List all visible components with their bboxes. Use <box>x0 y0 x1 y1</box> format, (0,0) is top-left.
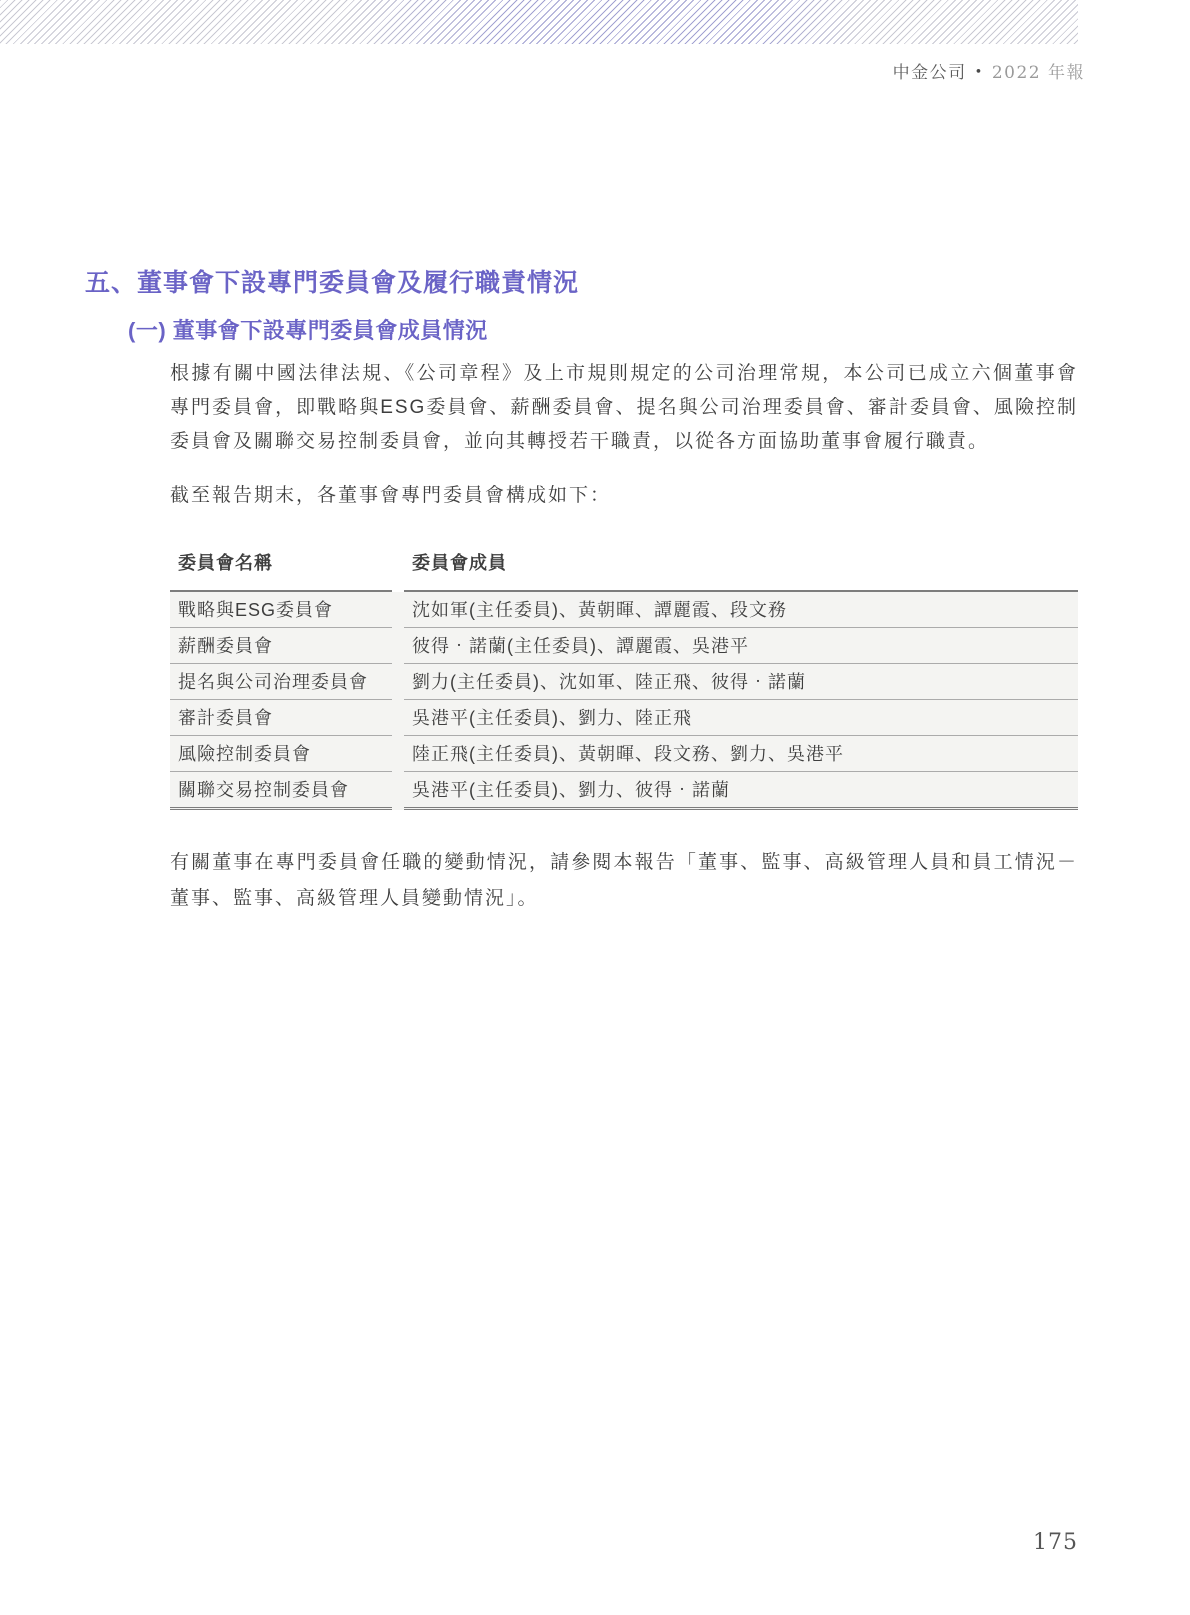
column-header-committee-name: 委員會名稱 <box>170 544 392 592</box>
committee-members-cell: 沈如軍(主任委員)、黃朝暉、譚麗霞、段文務 <box>404 592 1078 628</box>
report-year-title: 2022 年報 <box>991 63 1085 83</box>
page-number: 175 <box>1033 1530 1078 1555</box>
committee-members-cell: 劉力(主任委員)、沈如軍、陸正飛、彼得‧諾蘭 <box>404 664 1078 700</box>
committee-name-cell: 薪酬委員會 <box>170 628 392 664</box>
header-separator-dot: • <box>974 65 984 80</box>
table-row <box>170 700 1078 736</box>
committee-name-cell: 審計委員會 <box>170 700 392 736</box>
column-header-committee-members: 委員會成員 <box>404 544 1078 592</box>
committee-table <box>170 544 1078 810</box>
table-header-row <box>170 544 1078 592</box>
table-row <box>170 736 1078 772</box>
running-header <box>893 58 1085 83</box>
committee-name-cell: 關聯交易控制委員會 <box>170 772 392 810</box>
intro-paragraph: 根據有關中國法律法規、《公司章程》及上市規則規定的公司治理常規，本公司已成立六個董事會專門委員會，即戰略與ESG委員會、薪酬委員會、提名與公司治理委員會、審計委員會、風險控制委員會及關聯交易控制委員會，並向其轉授若干職責，以從各方面協助董事會履行職責。 <box>170 363 1078 452</box>
committee-members-cell: 吳港平(主任委員)、劉力、陸正飛 <box>404 700 1078 736</box>
table-row <box>170 664 1078 700</box>
section-title: 五、董事會下設專門委員會及履行職責情況 <box>85 269 580 297</box>
table-lead-paragraph: 截至報告期末，各董事會專門委員會構成如下： <box>170 485 612 506</box>
reference-paragraph: 有關董事在專門委員會任職的變動情況，請參閱本報告「董事、監事、高級管理人員和員工情況－董事、監事、高級管理人員變動情況」。 <box>170 852 1078 909</box>
table-row <box>170 628 1078 664</box>
committee-name-cell: 風險控制委員會 <box>170 736 392 772</box>
table-row <box>170 772 1078 810</box>
company-name: 中金公司 <box>892 63 967 83</box>
committee-members-cell: 陸正飛(主任委員)、黃朝暉、段文務、劉力、吳港平 <box>404 736 1078 772</box>
diagonal-hatch-accent <box>0 0 1078 44</box>
table-row <box>170 592 1078 628</box>
committee-name-cell: 戰略與ESG委員會 <box>170 592 392 628</box>
committee-members-cell: 彼得‧諾蘭(主任委員)、譚麗霞、吳港平 <box>404 628 1078 664</box>
subsection-title: (一) 董事會下設專門委員會成員情況 <box>128 318 488 343</box>
committee-members-cell: 吳港平(主任委員)、劉力、彼得‧諾蘭 <box>404 772 1078 810</box>
diagonal-hatch-band <box>0 0 1078 44</box>
committee-name-cell: 提名與公司治理委員會 <box>170 664 392 700</box>
